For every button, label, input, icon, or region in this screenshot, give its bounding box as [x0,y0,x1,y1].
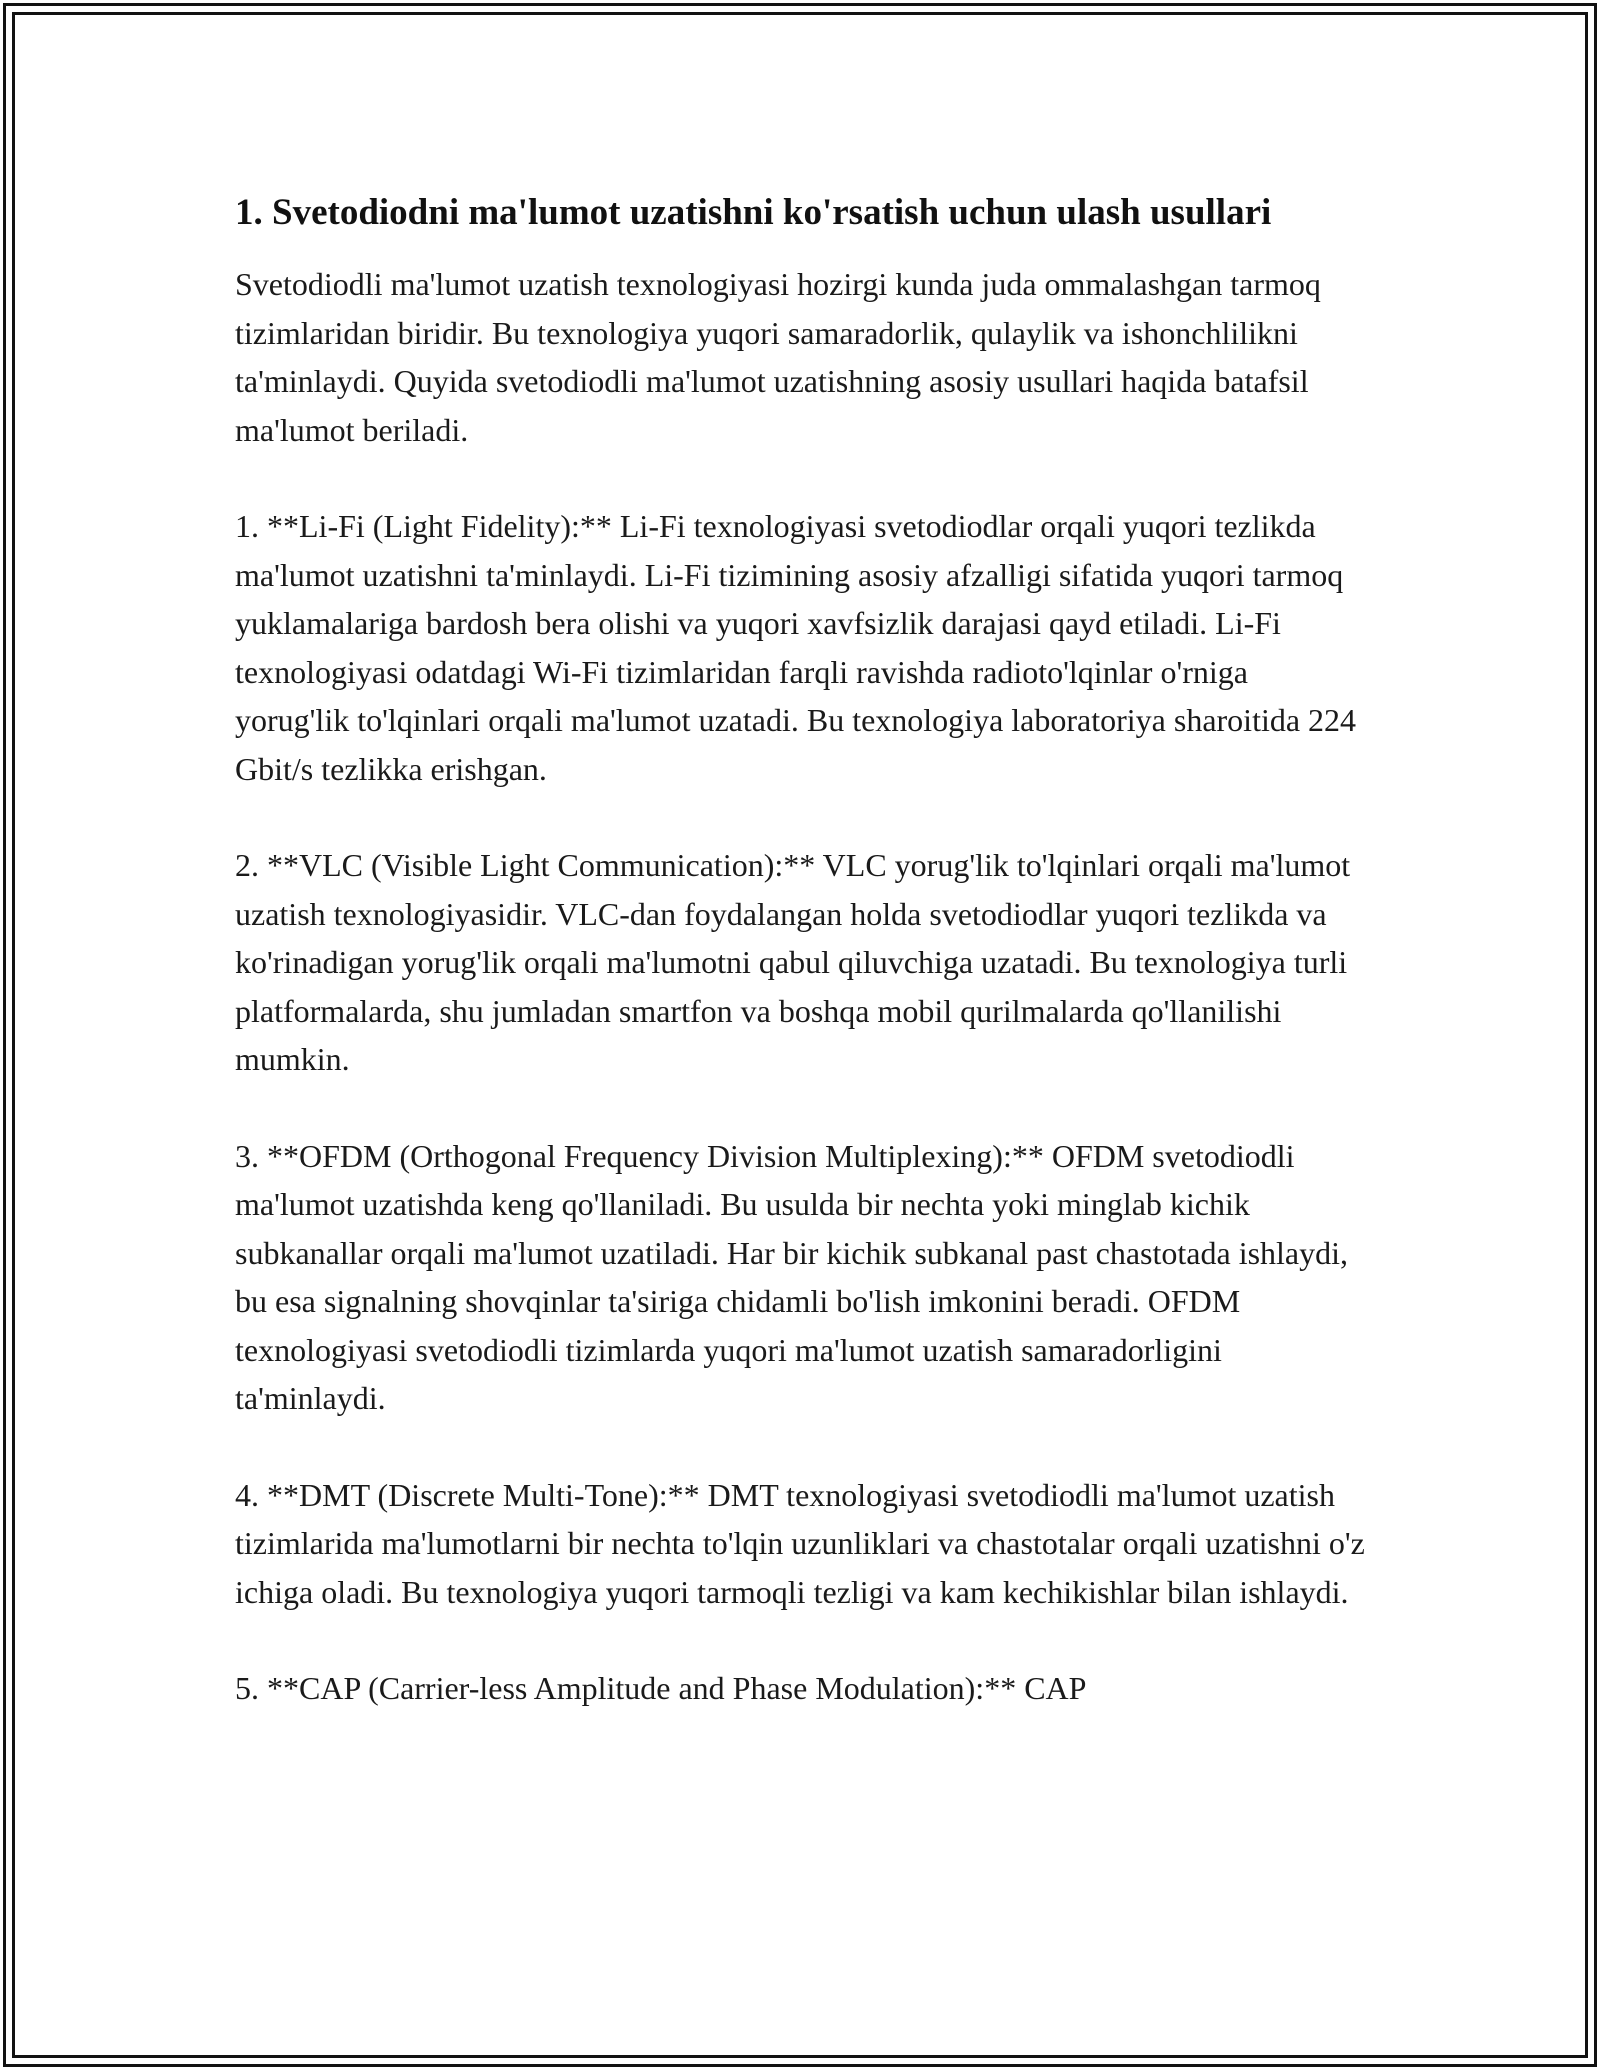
cap-paragraph: 5. **CAP (Carrier-less Amplitude and Phase Modulation):** CAP [235,1670,1087,1706]
lifi-paragraph: 1. **Li-Fi (Light Fidelity):** Li-Fi texnologiyasi svetodiodlar orqali yuqori tezlikda ma'lumot uzatishni ta'minlaydi. Li-Fi tizimining asosiy afzalligi sifatida yuqori tarmoq yuklamalariga bardosh bera olishi va yuqori xavfsizlik darajasi qayd etiladi. Li-Fi texnologiyasi odatdagi Wi-Fi tizimlaridan farqli ravishda radioto'lqinlar o'rniga yorug'lik to'lqinlari orqali ma'lumot uzatadi. Bu texnologiya laboratoriya sharoitida 224 Gbit/s tezlikka erishgan. [235,508,1357,787]
document-body [235,185,1365,1761]
intro-paragraph: Svetodiodli ma'lumot uzatish texnologiyasi hozirgi kunda juda ommalashgan tarmoq tizimlaridan biridir. Bu texnologiya yuqori samaradorlik, qulaylik va ishonchlilikni ta'minlaydi. Quyida svetodiodli ma'lumot uzatishning asosiy usullari haqida batafsil ma'lumot beriladi. [235,266,1321,448]
vlc-paragraph: 2. **VLC (Visible Light Communication):** VLC yorug'lik to'lqinlari orqali ma'lumot uzatish texnologiyasidir. VLC-dan foydalangan holda svetodiodlar yuqori tezlikda va ko'rinadigan yorug'lik orqali ma'lumotni qabul qiluvchiga uzatadi. Bu texnologiya turli platformalarda, shu jumladan smartfon va boshqa mobil qurilmalarda qo'llanilishi mumkin. [235,847,1351,1077]
ofdm-paragraph: 3. **OFDM (Orthogonal Frequency Division Multiplexing):** OFDM svetodiodli ma'lumot uzatishda keng qo'llaniladi. Bu usulda bir nechta yoki minglab kichik subkanallar orqali ma'lumot uzatiladi. Har bir kichik subkanal past chastotada ishlaydi, bu esa signalning shovqinlar ta'siriga chidamli bo'lish imkonini beradi. OFDM texnologiyasi svetodiodli tizimlarda yuqori ma'lumot uzatish samaradorligini ta'minlaydi. [235,1137,1349,1416]
section-heading: 1. Svetodiodni ma'lumot uzatishni ko'rsatish uchun ulash usullari [235,192,1272,233]
dmt-paragraph: 4. **DMT (Discrete Multi-Tone):** DMT texnologiyasi svetodiodli ma'lumot uzatish tizimlarida ma'lumotlarni bir nechta to'lqin uzunliklari va chastotalar orqali uzatishni o'z ichiga oladi. Bu texnologiya yuqori tarmoqli tezligi va kam kechikishlar bilan ishlaydi. [235,1476,1365,1610]
